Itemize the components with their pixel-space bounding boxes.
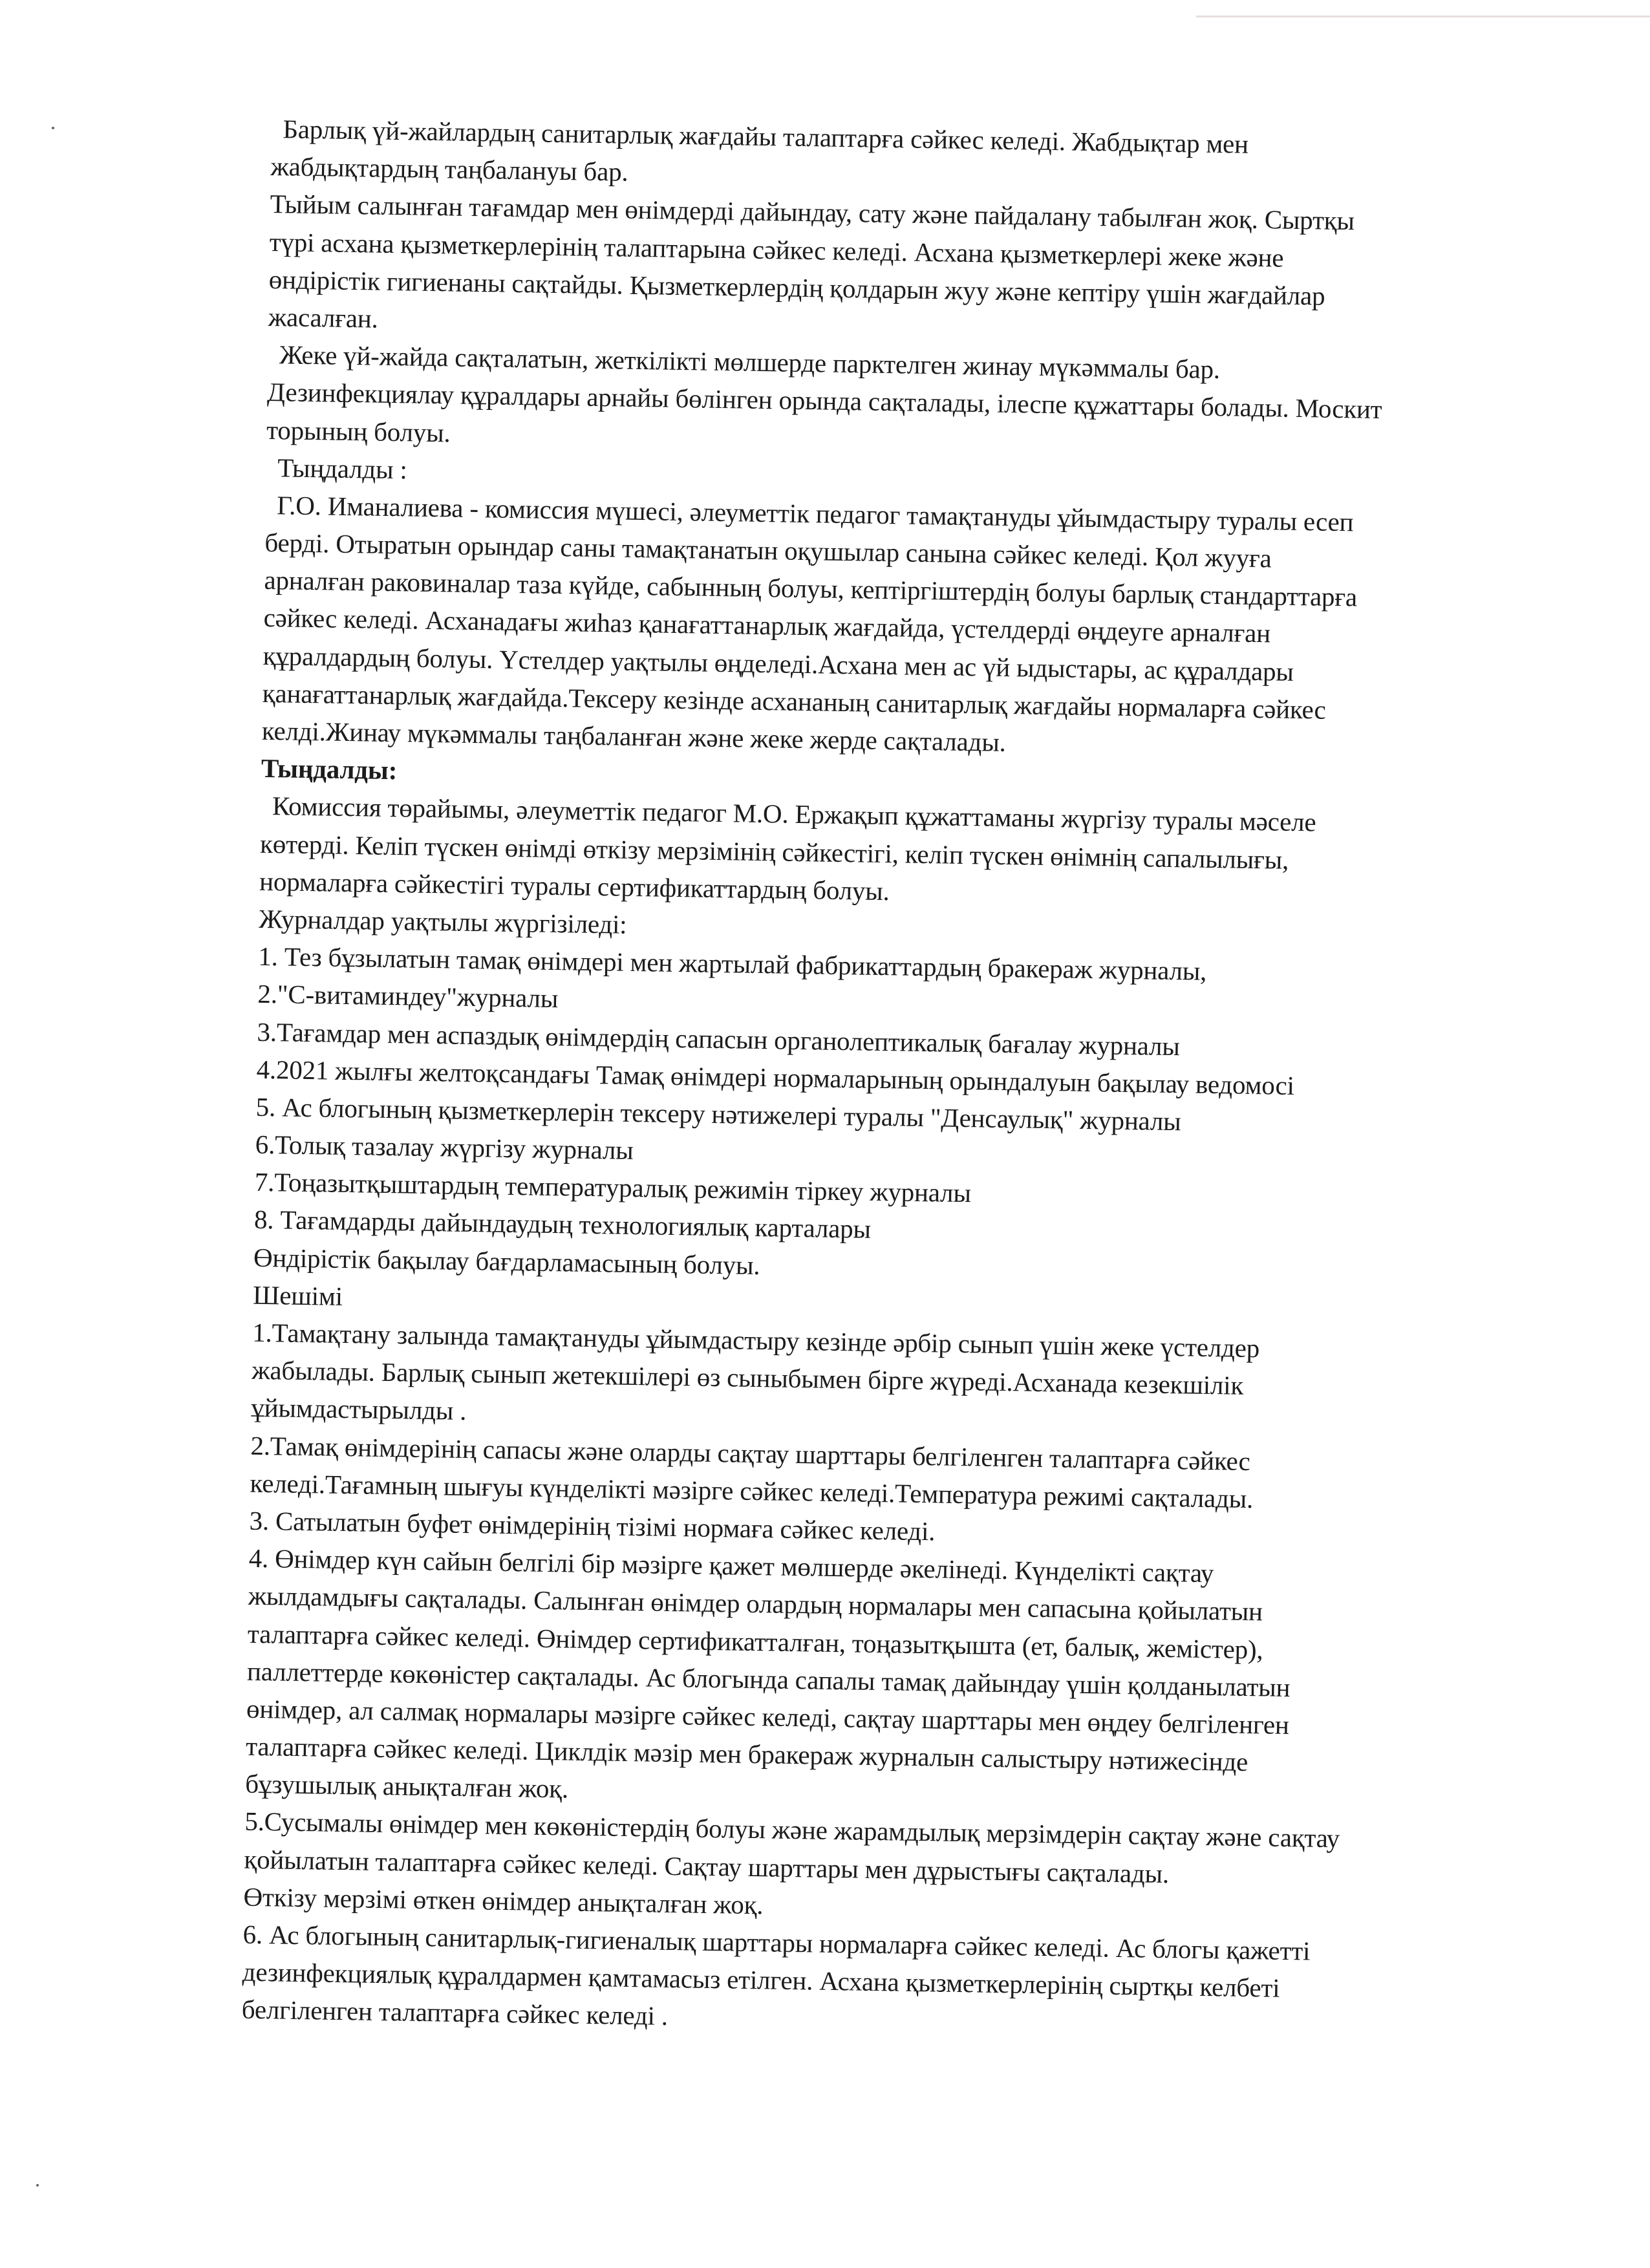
- text-line: 1.Тамақтану залында тамақтануды ұйымдастыру кезінде әрбір сынып үшін жеке үстелдер: [252, 1317, 1260, 1364]
- text-line: 1. Тез бұзылатын тамақ өнімдері мен жартылай фабрикаттардың бракераж журналы,: [258, 941, 1207, 987]
- text-line: нормаларға сәйкестігі туралы сертификаттардың болуы.: [259, 866, 890, 906]
- text-line: 8. Тағамдарды дайындаудың технологиялық карталары: [253, 1204, 872, 1245]
- document-body: [241, 110, 1538, 2048]
- text-line: жабылады. Барлық сынып жетекшілері өз сыныбымен бірге жүреді.Асханада кезекшілік: [252, 1354, 1244, 1401]
- section-heading: Тыңдалды:: [261, 753, 398, 786]
- text-line: 4. Өнімдер күн сайын белгілі бір мәзірге қажет мөлшерде әкелінеді. Күнделікті сақтау: [248, 1543, 1214, 1589]
- text-line: арналған раковиналар таза күйде, сабынның болуы, кептіргіштердің болуы барлық стандарттарға: [264, 565, 1358, 612]
- text-line: 7.Тоңазытқыштардың температуралық режимін тіркеу журналы: [254, 1167, 972, 1208]
- text-line: қойылатын талаптарға сәйкес келеді. Сақтау шарттары мен дұрыстығы сақталады.: [244, 1844, 1170, 1888]
- text-line: берді. Отыратын орындар саны тамақтанатын оқушылар санына сәйкес келеді. Қол жууға: [264, 527, 1272, 573]
- text-line: Журналдар уақтылы жүргізіледі:: [258, 903, 627, 939]
- text-line: талаптарға сәйкес келеді. Өнімдер сертификатталған, тоңазытқышта (ет, балық, жемістер),: [247, 1618, 1263, 1664]
- text-line: жылдамдығы сақталады. Салынған өнімдер олардың нормалары мен сапасына қойылатын: [248, 1581, 1263, 1627]
- text-line: Тыйым салынған тағамдар мен өнімдерді дайындау, сату және пайдалану табылған жоқ. Сыртқы: [270, 189, 1355, 236]
- text-line: 3. Сатылатын буфет өнімдерінің тізімі нормаға сәйкес келеді.: [249, 1505, 936, 1546]
- text-line: Тыңдалды :: [277, 452, 408, 485]
- text-line: Жеке үй-жайда сақталатын, жеткілікті мөлшерде парктелген жинау мүкәммалы бар.: [279, 339, 1221, 385]
- text-line: қанағаттанарлық жағдайда.Тексеру кезінде асхананың санитарлық жағдайы нормаларға сәйкес: [262, 678, 1327, 725]
- text-line: құралдардың болуы. Үстелдер уақтылы өңделеді.Асхана мен ас үй ыдыстары, ас құралдары: [262, 640, 1294, 687]
- text-line: жабдықтардың таңбалануы бар.: [270, 151, 628, 187]
- text-line: талаптарға сәйкес келеді. Циклдік мәзір мен бракераж журналын салыстыру нәтижесінде: [245, 1731, 1248, 1777]
- text-line: 5. Ас блогының қызметкерлерін тексеру нәтижелері туралы "Денсаулық" журналы: [255, 1091, 1181, 1137]
- text-line: белгіленген талаптарға сәйкес келеді .: [241, 1995, 669, 2031]
- text-line: 4.2021 жылғы желтоқсандағы Тамақ өнімдері нормаларының орындалуын бақылау ведомосі: [256, 1054, 1295, 1100]
- text-line: келді.Жинау мүкәммалы таңбаланған және жеке жерде сақталады.: [261, 715, 1007, 757]
- text-line: Г.О. Иманалиева - комиссия мүшесі, әлеуметтік педагог тамақтануды ұйымдастыру туралы есеп: [277, 490, 1354, 537]
- text-line: 2."С-витаминдеу"журналы: [257, 979, 559, 1014]
- text-line: 2.Тамақ өнімдерінің сапасы және оларды сақтау шарттары белгіленген талаптарға сәйкес: [250, 1430, 1250, 1476]
- scan-speck: [36, 2184, 39, 2187]
- text-line: жасалған.: [268, 301, 378, 334]
- text-line: Шешімі: [252, 1279, 343, 1311]
- text-line: сәйкес келеді. Асханадағы жиһаз қанағаттанарлық жағдайда, үстелдерді өңдеуге арналған: [263, 603, 1271, 648]
- text-line: 6.Толық тазалау жүргізу журналы: [255, 1129, 634, 1166]
- scan-speck: [52, 127, 54, 129]
- text-line: Дезинфекциялау құралдары арнайы бөлінген орында сақталады, ілеспе құжаттары болады. Москит: [266, 377, 1382, 425]
- text-line: келеді.Тағамның шығуы күнделікті мәзірге сәйкес келеді.Температура режимі сақталады.: [250, 1468, 1254, 1514]
- scan-edge-line: [1196, 16, 1650, 17]
- text-line: 5.Сусымалы өнімдер мен көкөністердің болуы және жарамдылық мерзімдерін сақтау және сақтау: [244, 1806, 1340, 1854]
- text-line: бұзушылық анықталған жоқ.: [244, 1768, 569, 1804]
- text-line: ұйымдастырылды .: [251, 1393, 467, 1426]
- text-line: Барлық үй-жайлардың санитарлық жағдайы талаптарға сәйкес келеді. Жабдықтар мен: [283, 114, 1249, 159]
- text-line: 6. Ас блогының санитарлық-гигиеналық шарттары нормаларға сәйкес келеді. Ас блогы қажетті: [242, 1919, 1311, 1966]
- text-line: өндірістік гигиенаны сақтайды. Қызметкерлердің қолдарын жуу және кептіру үшін жағдайлар: [268, 264, 1325, 311]
- text-line: дезинфекциялық құралдармен қамтамасыз етілген. Асхана қызметкерлерінің сыртқы келбеті: [242, 1956, 1280, 2004]
- text-line: түрі асхана қызметкерлерінің талаптарына сәйкес келеді. Асхана қызметкерлері жеке және: [269, 226, 1284, 273]
- text-line: торының болуы.: [266, 414, 451, 447]
- text-line: өнімдер, ал салмақ нормалары мәзірге сәйкес келеді, сақтау шарттары мен өңдеу белгіленген: [246, 1693, 1290, 1740]
- text-line: Өткізу мерзімі өткен өнімдер анықталған жоқ.: [243, 1881, 764, 1920]
- text-line: көтерді. Келіп түскен өнімді өткізу мерзімінің сәйкестігі, келіп түскен өнімнің сапалылығы,: [259, 828, 1289, 875]
- text-line: паллеттерде көкөністер сақталады. Ас блогында сапалы тамақ дайындау үшін қолданылатын: [246, 1656, 1291, 1702]
- text-line: Комиссия төрайымы, әлеуметтік педагог М.О. Ержақып құжаттаманы жүргізу туралы мәселе: [272, 791, 1316, 837]
- text-line: Өндірістік бақылау бағдарламасының болуы.: [253, 1242, 760, 1280]
- text-line: 3.Тағамдар мен аспаздық өнімдердің сапасын органолептикалық бағалау журналы: [257, 1016, 1181, 1061]
